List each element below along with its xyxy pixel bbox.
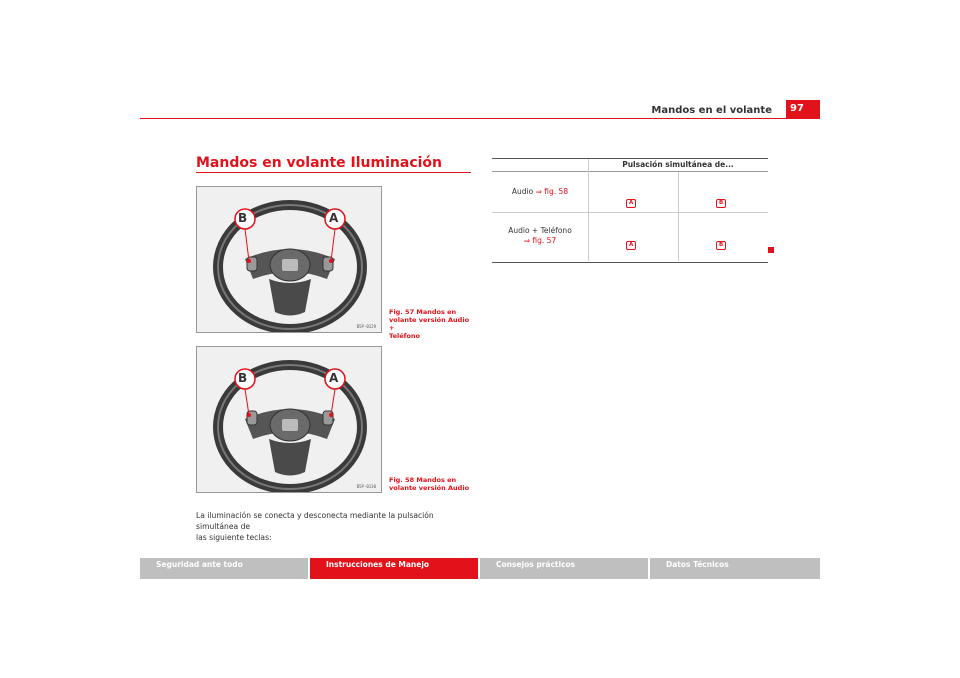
- table-header: Pulsación simultánea de...: [622, 160, 734, 169]
- footer-tab-datos[interactable]: Datos Técnicos: [650, 558, 820, 579]
- steering-wheel-illustration: [197, 187, 382, 333]
- table-cell: [626, 231, 636, 250]
- figure-reference-link[interactable]: ⇒ fig. 58: [535, 187, 569, 196]
- body-text-line: La iluminación se conecta y desconecta mediante la pulsación simultánea de: [196, 511, 434, 531]
- figure-58-steering-wheel: [196, 346, 382, 493]
- callout-label-a: A: [329, 211, 339, 225]
- table-row-divider: [492, 212, 768, 213]
- caption-line: volante versión Audio: [389, 484, 470, 492]
- body-text: [196, 510, 472, 543]
- table-cell: [716, 189, 726, 208]
- callout-label-b: B: [238, 211, 248, 225]
- section-title: Mandos en volante Iluminación: [196, 155, 443, 171]
- footer-tab-seguridad[interactable]: Seguridad ante todo: [140, 558, 308, 579]
- table-cell: [626, 189, 636, 208]
- button-badge-b: B: [716, 241, 726, 250]
- caption-line: Teléfono: [389, 332, 421, 340]
- table-row-label: [492, 226, 588, 246]
- table-header-rule: [492, 171, 768, 172]
- table-cell: [716, 231, 726, 250]
- header-rule: [140, 118, 820, 119]
- row-label-text: Audio: [511, 187, 534, 196]
- caption-line: Fig. 57 Mandos en: [389, 308, 457, 316]
- body-text-line: las siguiente teclas:: [196, 533, 272, 542]
- caption-line: Fig. 58 Mandos en: [389, 476, 457, 484]
- figure-reference-link[interactable]: ⇒ fig. 57: [523, 236, 557, 245]
- section-rule: [196, 172, 471, 173]
- row-label-text: Audio + Teléfono: [508, 226, 572, 235]
- callout-label-b: B: [238, 371, 248, 385]
- button-badge-a: A: [626, 241, 636, 250]
- button-badge-b: B: [716, 199, 726, 208]
- figure-code: B5P-0129: [356, 324, 376, 329]
- header-title: Mandos en el volante: [651, 105, 772, 116]
- steering-wheel-illustration: [197, 347, 382, 493]
- table-column-divider: [678, 172, 679, 261]
- button-badge-a: A: [626, 199, 636, 208]
- page-number: 97: [786, 100, 820, 118]
- table-row-label: [492, 187, 588, 197]
- callout-label-a: A: [329, 371, 339, 385]
- caption-line: volante versión Audio +: [389, 316, 470, 332]
- figure-code: B5P-0130: [356, 484, 376, 489]
- footer-tab-consejos[interactable]: Consejos prácticos: [480, 558, 648, 579]
- footer-tab-instrucciones[interactable]: Instrucciones de Manejo: [310, 558, 478, 579]
- section-end-mark: [768, 247, 774, 253]
- table-column-divider: [588, 159, 589, 261]
- figure-58-caption: [389, 476, 473, 492]
- figure-57-steering-wheel: [196, 186, 382, 333]
- figure-57-caption: [389, 308, 473, 340]
